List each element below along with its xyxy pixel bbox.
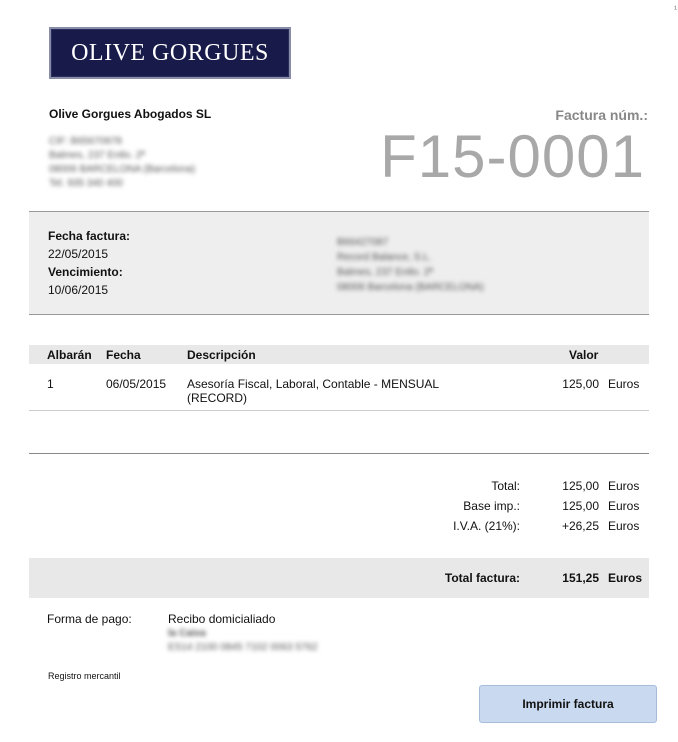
company-logo: [49, 27, 291, 79]
invoice-date-label: Fecha factura:: [48, 229, 131, 243]
issuer-name: Olive Gorgues Abogados SL: [49, 107, 212, 121]
due-date-value: 10/06/2015: [48, 283, 109, 297]
payment-label: Forma de pago:: [47, 612, 132, 626]
total-value: 125,00: [562, 479, 599, 493]
row-descripcion-line1: Asesoría Fiscal, Laboral, Contable - MENSUAL: [187, 377, 440, 391]
issuer-address: CIF: B65670978 Balmes, 237 Entlo. 2ª 08006 BARCELONA (Barcelona) Tel. 935 340 400: [49, 136, 196, 189]
base-value: 125,00: [562, 499, 599, 513]
row-valor: 125,00: [562, 377, 599, 391]
logo-text: OLIVE GORGUES: [71, 39, 269, 66]
due-date-label: Vencimiento:: [48, 265, 123, 279]
col-albaran: Albarán: [47, 348, 92, 362]
print-invoice-button[interactable]: Imprimir factura: [479, 685, 657, 723]
grand-total-value: 151,25: [562, 571, 599, 585]
grand-total-currency: Euros: [608, 571, 643, 585]
corner-mark: ¹: [674, 4, 677, 14]
row-descripcion-line2: (RECORD): [187, 391, 247, 405]
invoice-number: F15-0001: [380, 123, 645, 190]
payment-iban: ES14 2100 0845 7102 0063 5762: [168, 642, 318, 653]
row-albaran: 1: [47, 377, 54, 391]
total-label: Total:: [491, 479, 520, 493]
iva-label: I.V.A. (21%):: [453, 519, 520, 533]
payment-bank: la Caixa: [168, 628, 206, 639]
base-currency: Euros: [608, 499, 640, 513]
row-fecha: 06/05/2015: [106, 377, 167, 391]
total-currency: Euros: [608, 479, 640, 493]
payment-method: Recibo domicialiado: [168, 612, 276, 626]
col-valor: Valor: [569, 348, 599, 362]
invoice-date-value: 22/05/2015: [48, 247, 109, 261]
col-descripcion: Descripción: [187, 348, 256, 362]
table-end-divider: [29, 453, 649, 454]
col-fecha: Fecha: [106, 348, 141, 362]
row-moneda: Euros: [608, 377, 640, 391]
iva-currency: Euros: [608, 519, 640, 533]
registro-mercantil: Registro mercantil: [48, 671, 121, 681]
client-address: B66427087 Record Balance, S.L. Balmes, 237 Entlo. 2ª 08006 Barcelona (BARCELONA): [337, 237, 484, 293]
grand-total-label: Total factura:: [444, 571, 520, 585]
invoice-number-label: Factura núm.:: [555, 107, 648, 123]
base-label: Base imp.:: [463, 499, 520, 513]
iva-value: +26,25: [561, 519, 599, 533]
row-divider: [29, 410, 649, 411]
